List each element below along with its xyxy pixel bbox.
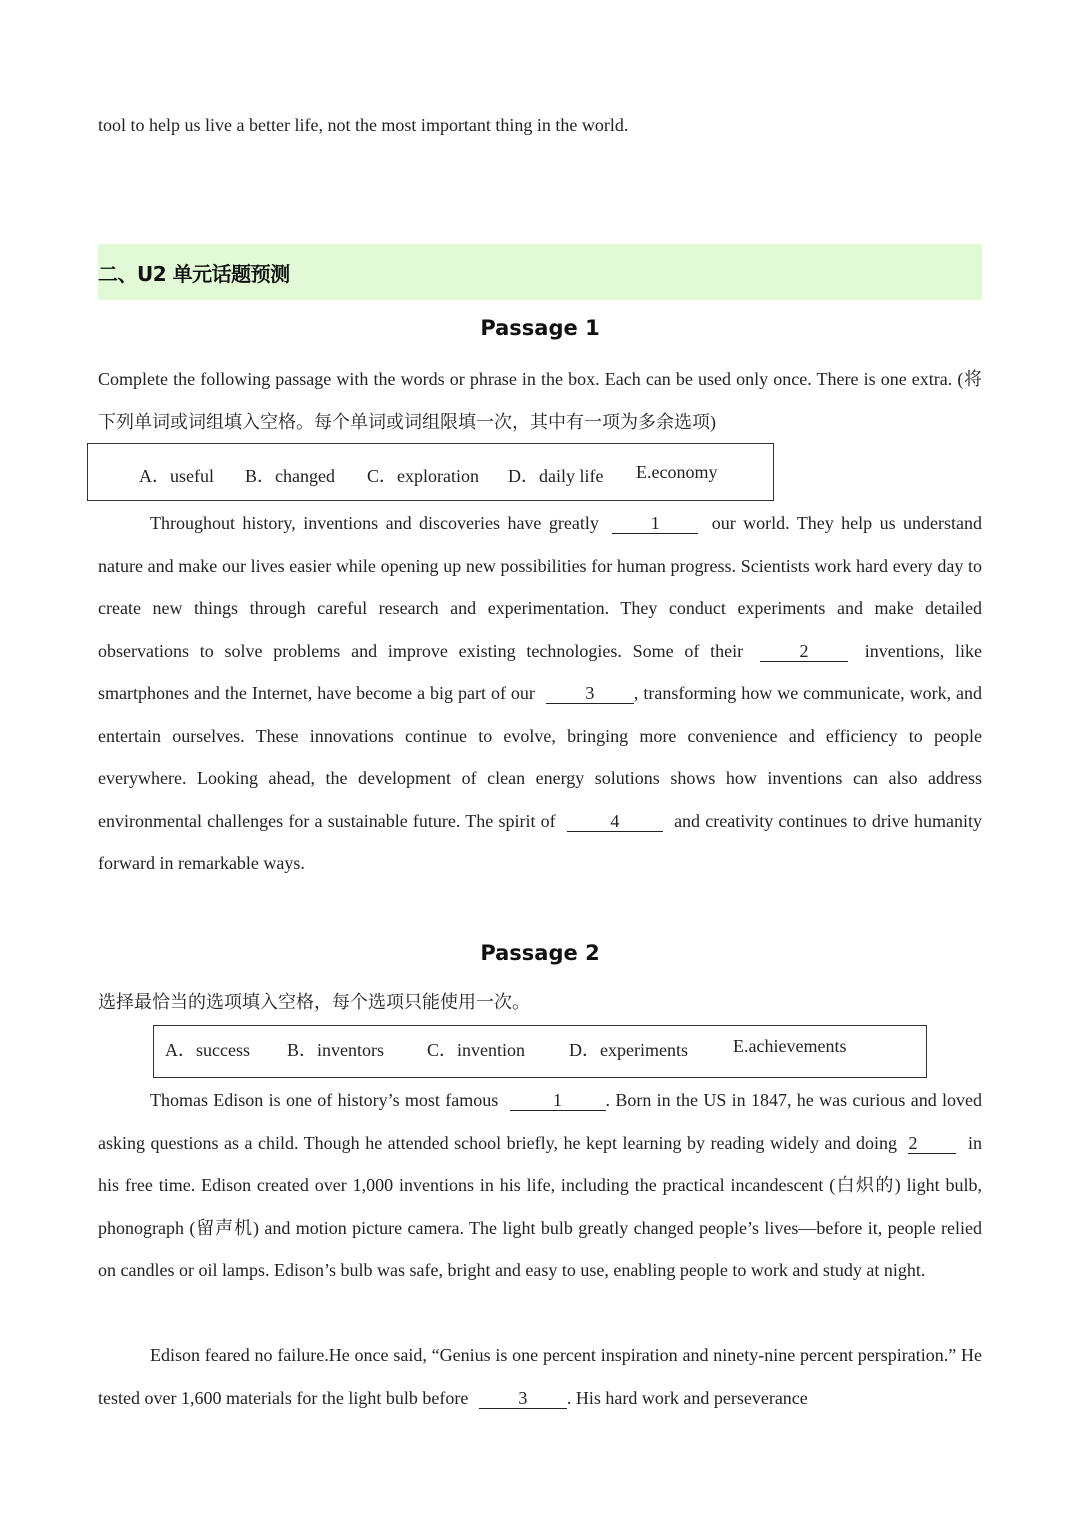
option-a: A．success [165, 1040, 250, 1060]
blank-3[interactable]: 3 [546, 683, 634, 704]
section-heading-band [98, 244, 982, 300]
passage2-paragraph-2 [98, 1334, 982, 1419]
text-segment: , transforming how we communicate, work, and entertain ourselves. These innovations continue to evolve, bringing more convenience and efficiency to people everywhere. Looking ahead, the development of clean energy solutions shows how inventions can also address environmental challenges for a sustainable future. The spirit of [98, 683, 983, 831]
passage1-title: Passage 1 [480, 316, 600, 340]
text-segment: Edison feared no failure.He once said, “Genius is one percent inspiration and ninety-nine percent perspiration.” He tested over 1,600 materials for the light bulb before [98, 1345, 982, 1408]
text-segment: Thomas Edison is one of history’s most famous [150, 1090, 499, 1110]
passage2-instruction: 选择最恰当的选项填入空格，每个选项只能使用一次。 [98, 992, 530, 1012]
section-heading: 二、U2 单元话题预测 [98, 262, 290, 286]
passage1-instruction: Complete the following passage with the words or phrase in the box. Each can be used only once. There is one extra. (将下列单词或词组填入空格。每个单词或词组限填一次，其中有一项为多余选项) [98, 369, 982, 432]
option-d: D．daily life [508, 466, 604, 486]
option-c: C．invention [427, 1040, 525, 1060]
passage2-paragraph-1 [98, 1079, 982, 1292]
text-segment: and creativity continues to drive humanity forward in remarkable ways. [98, 810, 982, 873]
option-c: C．exploration [367, 466, 479, 486]
blank-4[interactable]: 4 [567, 811, 663, 832]
option-e: E.achievements [733, 1036, 847, 1056]
option-d: D．experiments [569, 1040, 688, 1060]
continued-text-line: tool to help us live a better life, not the most important thing in the world. [98, 115, 629, 135]
text-segment: . Born in the US in 1847, he was curious and loved asking questions as a child. Though he attended school briefly, he kept learning by reading widely and doing [98, 1090, 983, 1153]
text-segment: our world. They help us understand nature and make our lives easier while opening up new possibilities for human progress. Scientists work hard every day to create new things through careful research and experimentation. They conduct experiments and make detailed observations to solve problems and improve existing technologies. Some of their [98, 513, 983, 661]
passage2-title: Passage 2 [480, 941, 600, 965]
blank-2[interactable]: 2 [908, 1133, 956, 1154]
blank-2[interactable]: 2 [760, 641, 848, 662]
text-segment: inventions, like smartphones and the Internet, have become a big part of our [98, 640, 982, 703]
passage2-word-box [153, 1025, 927, 1078]
option-a: A．useful [139, 466, 214, 486]
text-segment: Throughout history, inventions and discoveries have greatly [150, 513, 599, 533]
blank-3[interactable]: 3 [479, 1388, 567, 1409]
passage1-word-box [87, 443, 774, 501]
option-e: E.economy [636, 462, 718, 482]
text-segment: in his free time. Edison created over 1,000 inventions in his life, including the practical incandescent (白炽的) light bulb, phonograph (留声机) and motion picture camera. The light bulb greatly changed people’s lives—before it, people relied on candles or oil lamps. Edison’s bulb was safe, bright and easy to use, enabling people to work and study at night. [98, 1132, 982, 1280]
option-b: B．changed [245, 466, 335, 486]
option-b: B．inventors [287, 1040, 384, 1060]
passage1-body [98, 502, 982, 885]
text-segment: . His hard work and perseverance [566, 1387, 808, 1408]
blank-1[interactable]: 1 [510, 1090, 606, 1111]
blank-1[interactable]: 1 [612, 513, 698, 534]
